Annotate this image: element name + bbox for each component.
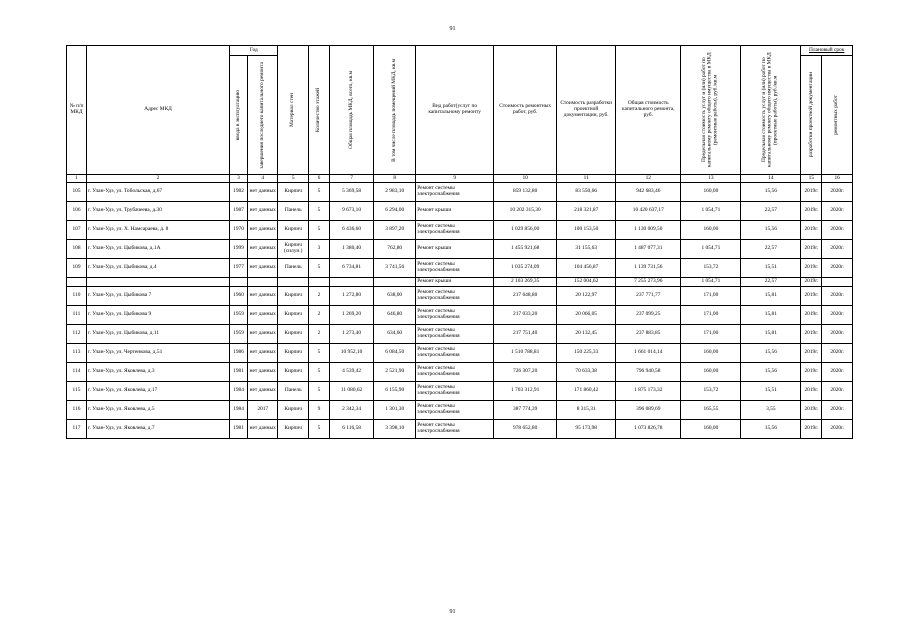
row-plan-repair: 2020г. <box>822 420 853 439</box>
row-area-total: 1 380,40 <box>329 240 373 259</box>
row-year-last-repair: нет данных <box>247 221 278 240</box>
row-floors: 3 <box>308 240 329 259</box>
row-floors: 5 <box>308 344 329 363</box>
row-cost-repair: 1 703 312,91 <box>494 382 557 401</box>
row-wall-material: Панель <box>278 202 309 221</box>
row-wall-material: Кирпич <box>278 325 309 344</box>
row-max-cost-repair: 160,00 <box>681 363 741 382</box>
page-number-bottom: 91 <box>449 609 456 615</box>
row-cost-repair: 10 202 315,30 <box>494 202 557 221</box>
row-cost-total: 1 875 173,32 <box>616 382 681 401</box>
row-cost-design: 218 321,87 <box>557 202 616 221</box>
row-number: 112 <box>67 325 87 344</box>
row-area-total: 9 673,10 <box>329 202 373 221</box>
row-address: г. Улан-Удэ, ул. Х. Намсараева, д. 8 <box>86 221 229 240</box>
row-wall-material <box>278 278 309 287</box>
row-wall-material: Кирпич <box>278 183 309 202</box>
table-row <box>67 287 853 306</box>
row-plan-design: 2019г. <box>801 306 822 325</box>
row-number: 113 <box>67 344 87 363</box>
row-area-premises: 3 741,56 <box>374 259 416 278</box>
row-area-total: 6 436,60 <box>329 221 373 240</box>
row-year-built: 1984 <box>230 382 248 401</box>
row-year-last-repair: нет данных <box>247 344 278 363</box>
header-num: № п/п МКД <box>67 46 87 175</box>
row-cost-total: 1 073 826,78 <box>616 420 681 439</box>
col-number: 13 <box>681 175 741 183</box>
row-cost-total: 1 487 077,31 <box>616 240 681 259</box>
row-max-cost-design: 15,51 <box>741 382 801 401</box>
row-area-total: 6 116,58 <box>329 420 373 439</box>
row-wall-material: Кирпич <box>278 344 309 363</box>
row-plan-design: 2019г. <box>801 240 822 259</box>
row-work-type: Ремонт системы электроснабжения <box>416 325 494 344</box>
row-year-built: 1987 <box>230 202 248 221</box>
row-cost-total: 1 130 009,50 <box>616 221 681 240</box>
row-work-type: Ремонт системы электроснабжения <box>416 420 494 439</box>
row-area-premises: 1 301,30 <box>374 401 416 420</box>
col-number: 5 <box>278 175 309 183</box>
row-year-last-repair: 2017 <box>247 401 278 420</box>
row-number: 107 <box>67 221 87 240</box>
row-address: г. Улан-Удэ, ул. Трубачеева, д.30 <box>86 202 229 221</box>
row-plan-design: 2019г. <box>801 183 822 202</box>
row-cost-repair: 217 033,20 <box>494 306 557 325</box>
row-address: г. Улан-Удэ, ул. Цыбикова 9 <box>86 306 229 325</box>
row-number: 105 <box>67 183 87 202</box>
row-cost-total: 1 661 014,14 <box>616 344 681 363</box>
row-cost-design: 104 456,87 <box>557 259 616 278</box>
row-number: 106 <box>67 202 87 221</box>
row-cost-repair: 2 103 269,35 <box>494 278 557 287</box>
row-work-type: Ремонт системы электроснабжения <box>416 306 494 325</box>
row-max-cost-repair: 1 054,71 <box>681 278 741 287</box>
row-area-total: 5 369,58 <box>329 183 373 202</box>
row-cost-repair: 217 751,40 <box>494 325 557 344</box>
row-cost-repair: 1 029 856,00 <box>494 221 557 240</box>
row-work-type: Ремонт крыши <box>416 202 494 221</box>
row-work-type: Ремонт системы электроснабжения <box>416 363 494 382</box>
row-max-cost-design: 15,56 <box>741 420 801 439</box>
row-max-cost-design: 15,51 <box>741 259 801 278</box>
table-row <box>67 420 853 439</box>
row-year-last-repair: нет данных <box>247 420 278 439</box>
row-cost-repair: 726 307,20 <box>494 363 557 382</box>
row-plan-design: 2019г. <box>801 287 822 306</box>
header-floors: Количество этажей <box>308 46 329 175</box>
row-floors: 2 <box>308 287 329 306</box>
row-max-cost-design: 15,81 <box>741 287 801 306</box>
row-max-cost-design: 3,55 <box>741 401 801 420</box>
row-year-built: 1981 <box>230 363 248 382</box>
row-max-cost-design: 15,56 <box>741 363 801 382</box>
table-row <box>67 306 853 325</box>
row-address: г. Улан-Удэ, ул. Яковлева, д.3 <box>86 363 229 382</box>
row-area-total: 1 272,80 <box>329 287 373 306</box>
header-year-built: ввода в эксплуатацию <box>230 56 248 175</box>
row-max-cost-repair: 171,00 <box>681 325 741 344</box>
row-plan-design: 2019г. <box>801 401 822 420</box>
row-year-built: 1977 <box>230 259 248 278</box>
row-area-premises: 2 521,90 <box>374 363 416 382</box>
row-plan-repair: 2020г. <box>822 287 853 306</box>
table-row <box>67 202 853 221</box>
row-cost-repair: 978 652,80 <box>494 420 557 439</box>
table-row <box>67 401 853 420</box>
row-cost-total: 1 139 731,56 <box>616 259 681 278</box>
row-max-cost-design: 22,57 <box>741 278 801 287</box>
row-address: г. Улан-Удэ, ул. Тобольская, д.67 <box>86 183 229 202</box>
table-row <box>67 363 853 382</box>
row-area-premises: 634,60 <box>374 325 416 344</box>
row-max-cost-design: 22,57 <box>741 202 801 221</box>
row-number: 117 <box>67 420 87 439</box>
header-area-premises: В том числе площадь помещений МКД, кв.м <box>374 46 416 175</box>
header-year-group: Год <box>230 46 278 56</box>
col-number: 7 <box>329 175 373 183</box>
row-area-total: 10 952,10 <box>329 344 373 363</box>
column-number-row <box>67 175 853 183</box>
row-max-cost-repair: 1 054,71 <box>681 202 741 221</box>
table-row <box>67 183 853 202</box>
col-number: 10 <box>494 175 557 183</box>
row-wall-material: Кирпич <box>278 401 309 420</box>
row-plan-repair: 2020г. <box>822 344 853 363</box>
row-year-built: 1982 <box>230 183 248 202</box>
row-max-cost-repair: 153,72 <box>681 382 741 401</box>
header-plan-repair: ремонтных работ <box>822 56 853 175</box>
table-row <box>67 240 853 259</box>
row-work-type: Ремонт системы электроснабжения <box>416 344 494 363</box>
row-plan-repair: 2020г. <box>822 401 853 420</box>
row-year-built: 1959 <box>230 306 248 325</box>
row-area-premises: 6 084,50 <box>374 344 416 363</box>
table-row <box>67 344 853 363</box>
row-max-cost-repair: 1 054,71 <box>681 240 741 259</box>
row-cost-total: 942 683,46 <box>616 183 681 202</box>
row-cost-design: 150 225,33 <box>557 344 616 363</box>
row-year-last-repair: нет данных <box>247 382 278 401</box>
row-year-last-repair: нет данных <box>247 363 278 382</box>
row-cost-design: 70 633,38 <box>557 363 616 382</box>
header-cost-design: Стоимость разработки проектной документации, руб. <box>557 46 616 175</box>
row-wall-material: Кирпич <box>278 221 309 240</box>
row-wall-material: Кирпич <box>278 363 309 382</box>
row-floors: 2 <box>308 325 329 344</box>
row-area-total <box>329 278 373 287</box>
col-number: 2 <box>86 175 229 183</box>
table-header <box>67 46 853 183</box>
row-floors: 5 <box>308 420 329 439</box>
row-year-last-repair: нет данных <box>247 306 278 325</box>
row-plan-repair: 2020г. <box>822 306 853 325</box>
col-number: 9 <box>416 175 494 183</box>
row-area-premises: 638,00 <box>374 287 416 306</box>
row-plan-design: 2019г. <box>801 259 822 278</box>
row-plan-design: 2019г. <box>801 202 822 221</box>
row-area-premises: 2 983,10 <box>374 183 416 202</box>
row-max-cost-design: 15,81 <box>741 306 801 325</box>
repair-register-table <box>66 45 853 439</box>
row-address: г. Улан-Удэ, ул. Цыбикова, д.4 <box>86 259 229 278</box>
row-year-built <box>230 278 248 287</box>
col-number: 6 <box>308 175 329 183</box>
row-plan-design: 2019г. <box>801 420 822 439</box>
header-work-type: Вид работ(услуг по капитальному ремонту <box>416 46 494 175</box>
row-wall-material: Кирпич <box>278 306 309 325</box>
row-max-cost-design: 15,56 <box>741 183 801 202</box>
row-floors: 9 <box>308 401 329 420</box>
row-max-cost-repair: 171,00 <box>681 306 741 325</box>
row-area-total: 6 734,81 <box>329 259 373 278</box>
row-year-last-repair: нет данных <box>247 240 278 259</box>
row-cost-total: 396 089,69 <box>616 401 681 420</box>
row-area-total: 2 342,34 <box>329 401 373 420</box>
table-body <box>67 183 853 439</box>
row-floors: 5 <box>308 259 329 278</box>
header-plan-group: Плановый срок <box>801 46 853 56</box>
row-year-built: 1986 <box>230 344 248 363</box>
row-area-premises: 646,80 <box>374 306 416 325</box>
row-plan-design: 2019г. <box>801 221 822 240</box>
row-plan-repair: 2020г. <box>822 259 853 278</box>
row-cost-total: 796 940,58 <box>616 363 681 382</box>
col-number: 12 <box>616 175 681 183</box>
row-work-type: Ремонт системы электроснабжения <box>416 259 494 278</box>
row-work-type: Ремонт системы электроснабжения <box>416 287 494 306</box>
row-cost-repair: 1 510 788,81 <box>494 344 557 363</box>
row-area-premises: 6 294,00 <box>374 202 416 221</box>
row-plan-design: 2019г. <box>801 382 822 401</box>
row-area-premises <box>374 278 416 287</box>
col-number: 3 <box>230 175 248 183</box>
row-max-cost-repair: 171,00 <box>681 287 741 306</box>
row-area-premises: 3 398,10 <box>374 420 416 439</box>
col-number: 14 <box>741 175 801 183</box>
row-area-total: 1 273,40 <box>329 325 373 344</box>
row-cost-repair: 217 648,80 <box>494 287 557 306</box>
row-area-premises: 6 155,90 <box>374 382 416 401</box>
row-plan-repair: 2020г. <box>822 221 853 240</box>
row-cost-design: 20 066,05 <box>557 306 616 325</box>
col-number: 15 <box>801 175 822 183</box>
row-cost-design: 8 315,31 <box>557 401 616 420</box>
row-plan-design: 2019г. <box>801 325 822 344</box>
header-max-cost-repair: Предельная стоимость услуг и (или) работ по капитальному ремонту общего имущества в МКД (ремонтные работы), руб./кв.м <box>681 46 741 175</box>
table-row <box>67 221 853 240</box>
table-row <box>67 382 853 401</box>
row-max-cost-repair: 153,72 <box>681 259 741 278</box>
row-max-cost-repair: 160,00 <box>681 183 741 202</box>
row-year-built: 1959 <box>230 325 248 344</box>
row-year-last-repair: нет данных <box>247 183 278 202</box>
row-year-built: 1970 <box>230 221 248 240</box>
row-year-built: 1999 <box>230 240 248 259</box>
row-year-last-repair: нет данных <box>247 325 278 344</box>
row-work-type: Ремонт крыши <box>416 240 494 259</box>
row-work-type: Ремонт системы электроснабжения <box>416 221 494 240</box>
table-row <box>67 325 853 344</box>
row-work-type: Ремонт крыши <box>416 278 494 287</box>
row-year-built: 1981 <box>230 420 248 439</box>
header-year-last-repair: завершения последнего капитального ремонта <box>247 56 278 175</box>
row-max-cost-design: 22,57 <box>741 240 801 259</box>
row-cost-design: 100 153,50 <box>557 221 616 240</box>
header-area-total: Общая площадь МКД, всего, кв.м <box>329 46 373 175</box>
page-number-top: 91 <box>449 26 456 32</box>
row-floors: 5 <box>308 202 329 221</box>
row-number: 115 <box>67 382 87 401</box>
row-cost-total: 7 255 273,96 <box>616 278 681 287</box>
row-cost-total: 237 771,77 <box>616 287 681 306</box>
row-floors: 2 <box>308 306 329 325</box>
row-address: г. Улан-Удэ, ул. Чертенкова, д.51 <box>86 344 229 363</box>
row-wall-material: Кирпич (силун.) <box>278 240 309 259</box>
row-wall-material: Кирпич <box>278 287 309 306</box>
row-work-type: Ремонт системы электроснабжения <box>416 382 494 401</box>
row-cost-design: 95 173,98 <box>557 420 616 439</box>
row-floors: 5 <box>308 363 329 382</box>
row-area-total: 11 080,62 <box>329 382 373 401</box>
row-number: 114 <box>67 363 87 382</box>
row-plan-repair: 2020г. <box>822 382 853 401</box>
col-number: 16 <box>822 175 853 183</box>
row-plan-repair: 2020г. <box>822 325 853 344</box>
row-plan-design: 2019г. <box>801 278 822 287</box>
col-number: 1 <box>67 175 87 183</box>
row-work-type: Ремонт системы электроснабжения <box>416 183 494 202</box>
row-address: г. Улан-Удэ, ул. Цыбикова, д.11 <box>86 325 229 344</box>
row-cost-design: 20 132,45 <box>557 325 616 344</box>
row-plan-design: 2019г. <box>801 344 822 363</box>
row-number: 110 <box>67 287 87 306</box>
row-year-last-repair: нет данных <box>247 202 278 221</box>
row-number: 116 <box>67 401 87 420</box>
col-number: 4 <box>247 175 278 183</box>
row-number <box>67 278 87 287</box>
row-max-cost-repair: 160,00 <box>681 344 741 363</box>
row-plan-repair: 2020г. <box>822 240 853 259</box>
table-row <box>67 259 853 278</box>
row-address: г. Улан-Удэ, ул. Яковлева, д.5 <box>86 401 229 420</box>
row-year-last-repair <box>247 278 278 287</box>
row-floors <box>308 278 329 287</box>
row-year-built: 1960 <box>230 287 248 306</box>
header-wall: Материал стен <box>278 46 309 175</box>
row-max-cost-design: 15,81 <box>741 325 801 344</box>
row-year-last-repair: нет данных <box>247 287 278 306</box>
row-plan-repair <box>822 278 853 287</box>
row-plan-repair: 2020г. <box>822 183 853 202</box>
row-address: г. Улан-Удэ, ул. Цыбикова, д.1А <box>86 240 229 259</box>
row-max-cost-repair: 160,00 <box>681 420 741 439</box>
row-cost-repair: 387 774,39 <box>494 401 557 420</box>
row-wall-material: Панель <box>278 259 309 278</box>
row-cost-repair: 1 455 921,68 <box>494 240 557 259</box>
row-address <box>86 278 229 287</box>
row-area-total: 4 539,42 <box>329 363 373 382</box>
row-max-cost-design: 15,56 <box>741 344 801 363</box>
row-cost-total: 237 099,25 <box>616 306 681 325</box>
header-cost-repair: Стоимость ремонтных работ, руб. <box>494 46 557 175</box>
row-floors: 5 <box>308 221 329 240</box>
col-number: 8 <box>374 175 416 183</box>
row-year-last-repair: нет данных <box>247 259 278 278</box>
row-cost-total: 237 883,85 <box>616 325 681 344</box>
row-cost-design: 20 122,97 <box>557 287 616 306</box>
row-cost-design: 83 550,66 <box>557 183 616 202</box>
row-cost-design: 31 155,63 <box>557 240 616 259</box>
row-number: 111 <box>67 306 87 325</box>
row-wall-material: Панель <box>278 382 309 401</box>
row-floors: 5 <box>308 183 329 202</box>
row-area-premises: 762,80 <box>374 240 416 259</box>
row-plan-repair: 2020г. <box>822 363 853 382</box>
header-address: Адрес МКД <box>86 46 229 175</box>
row-number: 108 <box>67 240 87 259</box>
row-max-cost-design: 15,56 <box>741 221 801 240</box>
table-row <box>67 278 853 287</box>
row-max-cost-repair: 160,00 <box>681 221 741 240</box>
row-cost-design: 152 004,62 <box>557 278 616 287</box>
row-floors: 5 <box>308 382 329 401</box>
row-wall-material: Кирпич <box>278 420 309 439</box>
row-cost-repair: 1 035 274,09 <box>494 259 557 278</box>
row-work-type: Ремонт системы электроснабжения <box>416 401 494 420</box>
row-plan-repair: 2020г. <box>822 202 853 221</box>
col-number: 11 <box>557 175 616 183</box>
row-cost-total: 10 420 637,17 <box>616 202 681 221</box>
row-address: г. Улан-Удэ, ул. Яковлева, д.17 <box>86 382 229 401</box>
row-cost-repair: 859 132,80 <box>494 183 557 202</box>
row-cost-design: 171 860,42 <box>557 382 616 401</box>
row-year-built: 1984 <box>230 401 248 420</box>
row-area-total: 1 269,20 <box>329 306 373 325</box>
row-area-premises: 3 897,20 <box>374 221 416 240</box>
header-plan-design: разработки проектной документации <box>801 56 822 175</box>
row-address: г. Улан-Удэ, ул. Яковлева, д.7 <box>86 420 229 439</box>
row-number: 109 <box>67 259 87 278</box>
header-max-cost-design: Предельная стоимость услуг и (или) работ по капитальному ремонту общего имущества в МКД (проектные работы), руб./кв.м <box>741 46 801 175</box>
header-cost-total: Общая стоимость капитального ремонта, руб. <box>616 46 681 175</box>
row-plan-design: 2019г. <box>801 363 822 382</box>
row-address: г. Улан-Удэ, ул. Цыбикова 7 <box>86 287 229 306</box>
row-max-cost-repair: 165,55 <box>681 401 741 420</box>
